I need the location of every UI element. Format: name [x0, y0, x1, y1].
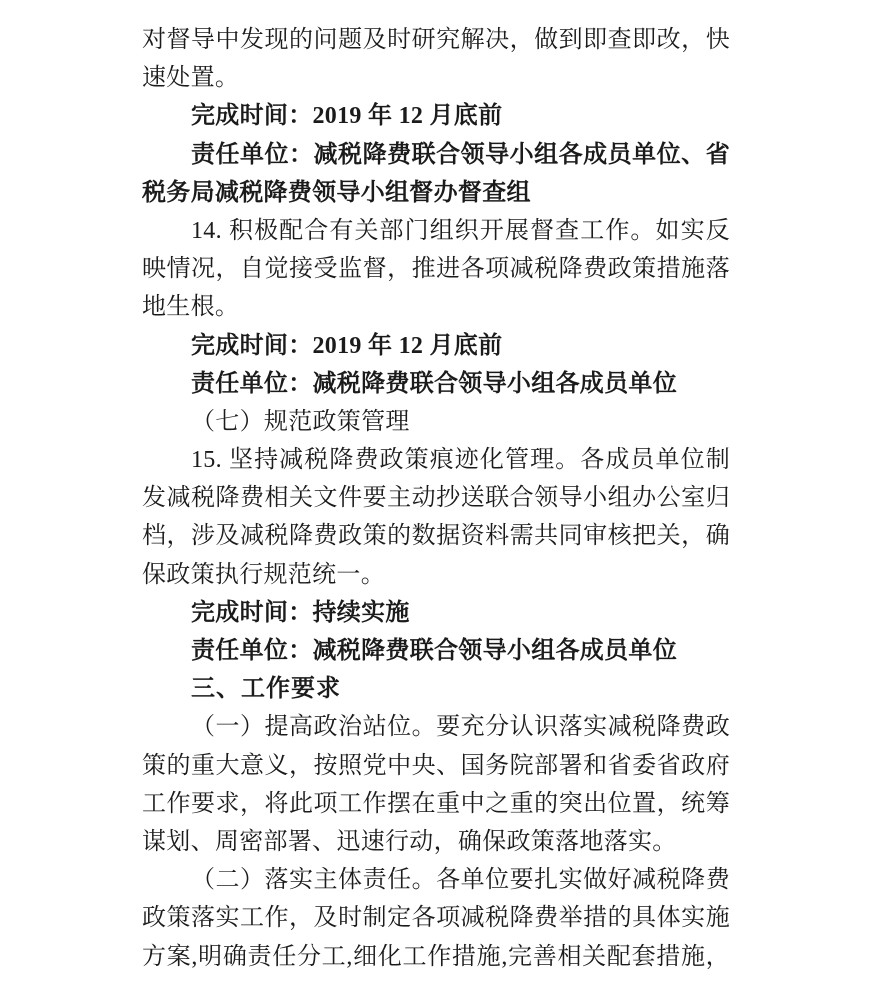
document-line: 档，涉及减税降费政策的数据资料需共同审核把关，确 — [142, 523, 730, 550]
document-line: 15. 坚持减税降费政策痕迹化管理。各成员单位制 — [191, 447, 730, 474]
document-line: 保政策执行规范统一。 — [142, 561, 385, 588]
document-line: 发减税降费相关文件要主动抄送联合领导小组办公室归 — [142, 485, 730, 512]
document-line: 完成时间：持续实施 — [191, 599, 410, 626]
document-line: 对督导中发现的问题及时研究解决，做到即查即改，快 — [142, 27, 730, 53]
document-line: 责任单位：减税降费联合领导小组各成员单位 — [191, 638, 677, 664]
document-line: 完成时间：2019 年 12 月底前 — [191, 103, 503, 130]
document-line: 责任单位：减税降费联合领导小组各成员单位 — [191, 370, 677, 397]
document-line: 税务局减税降费领导小组督办督查组 — [142, 179, 531, 206]
document-line: （二）落实主体责任。各单位要扎实做好减税降费 — [191, 867, 730, 894]
document-line: （七）规范政策管理 — [191, 408, 410, 435]
document-line: 责任单位：减税降费联合领导小组各成员单位、省 — [191, 141, 730, 168]
document-line: 政策落实工作，及时制定各项减税降费举措的具体实施 — [142, 905, 730, 932]
document-line: 谋划、周密部署、迅速行动，确保政策落地落实。 — [142, 828, 677, 855]
document-line: 工作要求，将此项工作摆在重中之重的突出位置，统筹 — [142, 790, 730, 817]
document-line: 策的重大意义，按照党中央、国务院部署和省委省政府 — [142, 752, 730, 779]
document-line: 三、工作要求 — [191, 676, 341, 703]
document-line: 地生根。 — [142, 294, 240, 321]
document-line: 14. 积极配合有关部门组织开展督查工作。如实反 — [191, 217, 730, 244]
document-line: 方案,明确责任分工,细化工作措施,完善相关配套措施， — [142, 943, 730, 970]
document-line: （一）提高政治站位。要充分认识落实减税降费政 — [191, 714, 730, 741]
document-line: 速处置。 — [142, 65, 240, 92]
document-line: 完成时间：2019 年 12 月底前 — [191, 332, 503, 359]
document-line: 映情况，自觉接受监督，推进各项减税降费政策措施落 — [142, 256, 730, 283]
